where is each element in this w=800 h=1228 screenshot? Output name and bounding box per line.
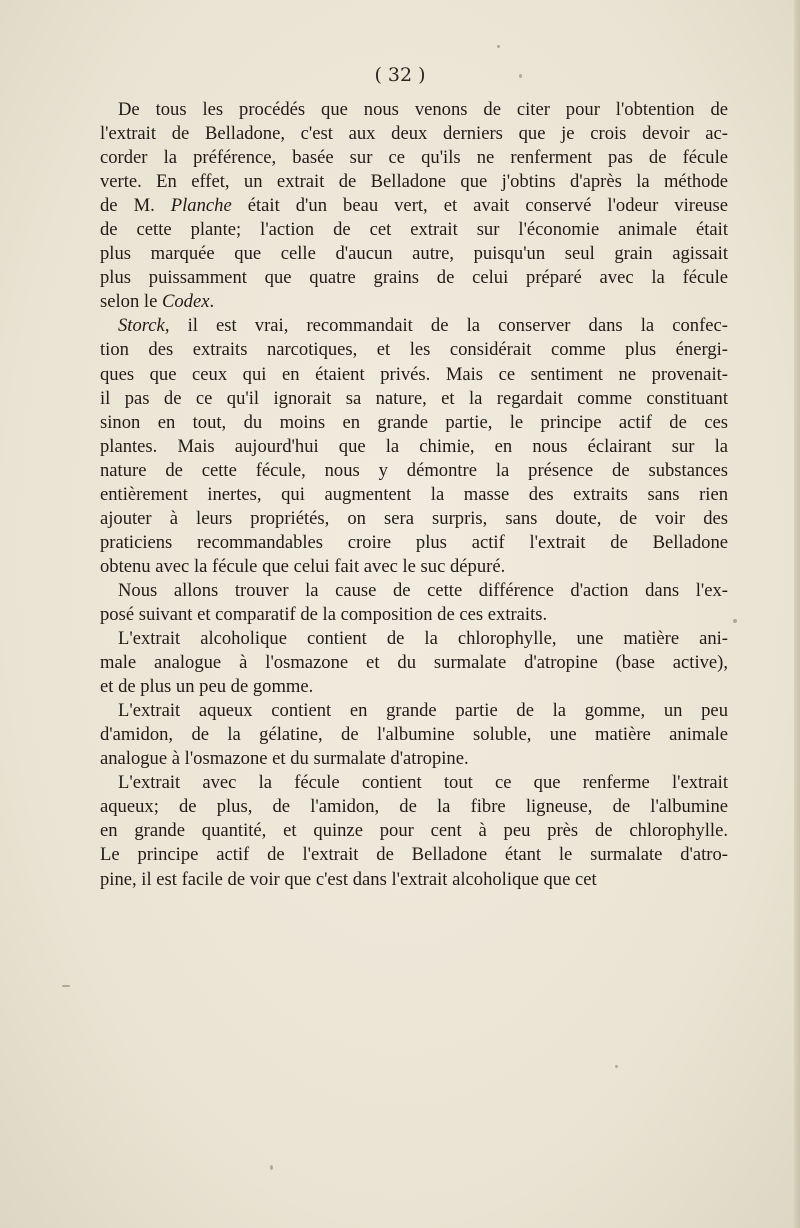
paper-speck — [497, 45, 500, 48]
text-line: L'extrait alcoholique contient de la chlorophylle, une matière ani- — [118, 628, 728, 650]
paragraph — [100, 579, 728, 627]
text-line: de M. Planche était d'un beau vert, et avait conservé l'odeur vireuse — [100, 195, 728, 217]
text-line: praticiens recommandables croire plus actif l'extrait de Belladone — [100, 531, 728, 553]
page-edge — [794, 0, 800, 1228]
text-line: sinon en tout, du moins en grande partie, le principe actif de ces — [100, 411, 728, 433]
text-line: de cette plante; l'action de cet extrait sur l'économie animale était — [100, 219, 728, 241]
text-line: pine, il est facile de voir que c'est dans l'extrait alcoholique que cet — [100, 868, 597, 890]
paragraph — [100, 314, 728, 579]
text-line: l'extrait de Belladone, c'est aux deux derniers que je crois devoir ac- — [100, 123, 728, 145]
text-line: entièrement inertes, qui augmentent la masse des extraits sans rien — [100, 483, 728, 505]
text-line: corder la préférence, basée sur ce qu'ils ne renferment pas de fécule — [100, 147, 728, 169]
text-line: male analogue à l'osmazone et du surmalate d'atropine (base active), — [100, 652, 728, 674]
text-line: Nous allons trouver la cause de cette différence d'action dans l'ex- — [118, 579, 728, 601]
text-line: Storck, il est vrai, recommandait de la conserver dans la confec- — [118, 315, 728, 337]
body-text — [100, 98, 728, 892]
text-line: posé suivant et comparatif de la composition de ces extraits. — [100, 603, 548, 625]
text-line: il pas de ce qu'il ignorait sa nature, et la regardait comme constituant — [100, 387, 728, 409]
text-line: plantes. Mais aujourd'hui que la chimie, en nous éclairant sur la — [100, 435, 728, 457]
text-line: nature de cette fécule, nous y démontre la présence de substances — [100, 459, 728, 481]
italic-name: Codex — [161, 291, 210, 313]
text-line: plus marquée que celle d'aucun autre, puisqu'un seul grain agissait — [100, 243, 728, 265]
italic-name: Storck — [118, 315, 165, 337]
paper-speck — [519, 74, 522, 78]
page-number: ( 32 ) — [374, 64, 426, 86]
text-line: et de plus un peu de gomme. — [100, 676, 314, 698]
text-line: plus puissamment que quatre grains de celui préparé avec la fécule — [100, 267, 728, 289]
text-line: selon le Codex. — [100, 291, 215, 313]
paragraph — [100, 98, 728, 314]
text-line: ajouter à leurs propriétés, on sera surpris, sans doute, de voir des — [100, 507, 728, 529]
italic-name: Planche — [170, 195, 232, 217]
text-line: Le principe actif de l'extrait de Belladone étant le surmalate d'atro- — [100, 844, 728, 866]
text-line: L'extrait aqueux contient en grande partie de la gomme, un peu — [118, 700, 728, 722]
text-line: d'amidon, de la gélatine, de l'albumine soluble, une matière animale — [100, 724, 728, 746]
paragraph — [100, 771, 728, 891]
text-line: L'extrait avec la fécule contient tout ce que renferme l'extrait — [118, 772, 728, 794]
paper-speck — [615, 1065, 618, 1068]
paper-speck — [733, 619, 737, 623]
paragraph — [100, 627, 728, 699]
text-line: analogue à l'osmazone et du surmalate d'atropine. — [100, 748, 469, 770]
text-line: tion des extraits narcotiques, et les considérait comme plus énergi- — [100, 339, 728, 361]
paragraph — [100, 699, 728, 771]
text-line: verte. En effet, un extrait de Belladone que j'obtins d'après la méthode — [100, 171, 728, 193]
text-line: obtenu avec la fécule que celui fait avec le suc dépuré. — [100, 555, 506, 577]
text-line: ques que ceux qui en étaient privés. Mais ce sentiment ne provenait- — [100, 363, 728, 385]
paper-speck — [270, 1165, 273, 1170]
text-line: De tous les procédés que nous venons de citer pour l'obtention de — [118, 99, 728, 120]
paper-speck — [62, 985, 70, 987]
text-line: aqueux; de plus, de l'amidon, de la fibre ligneuse, de l'albumine — [100, 796, 728, 818]
text-line: en grande quantité, et quinze pour cent à peu près de chlorophylle. — [100, 820, 728, 842]
